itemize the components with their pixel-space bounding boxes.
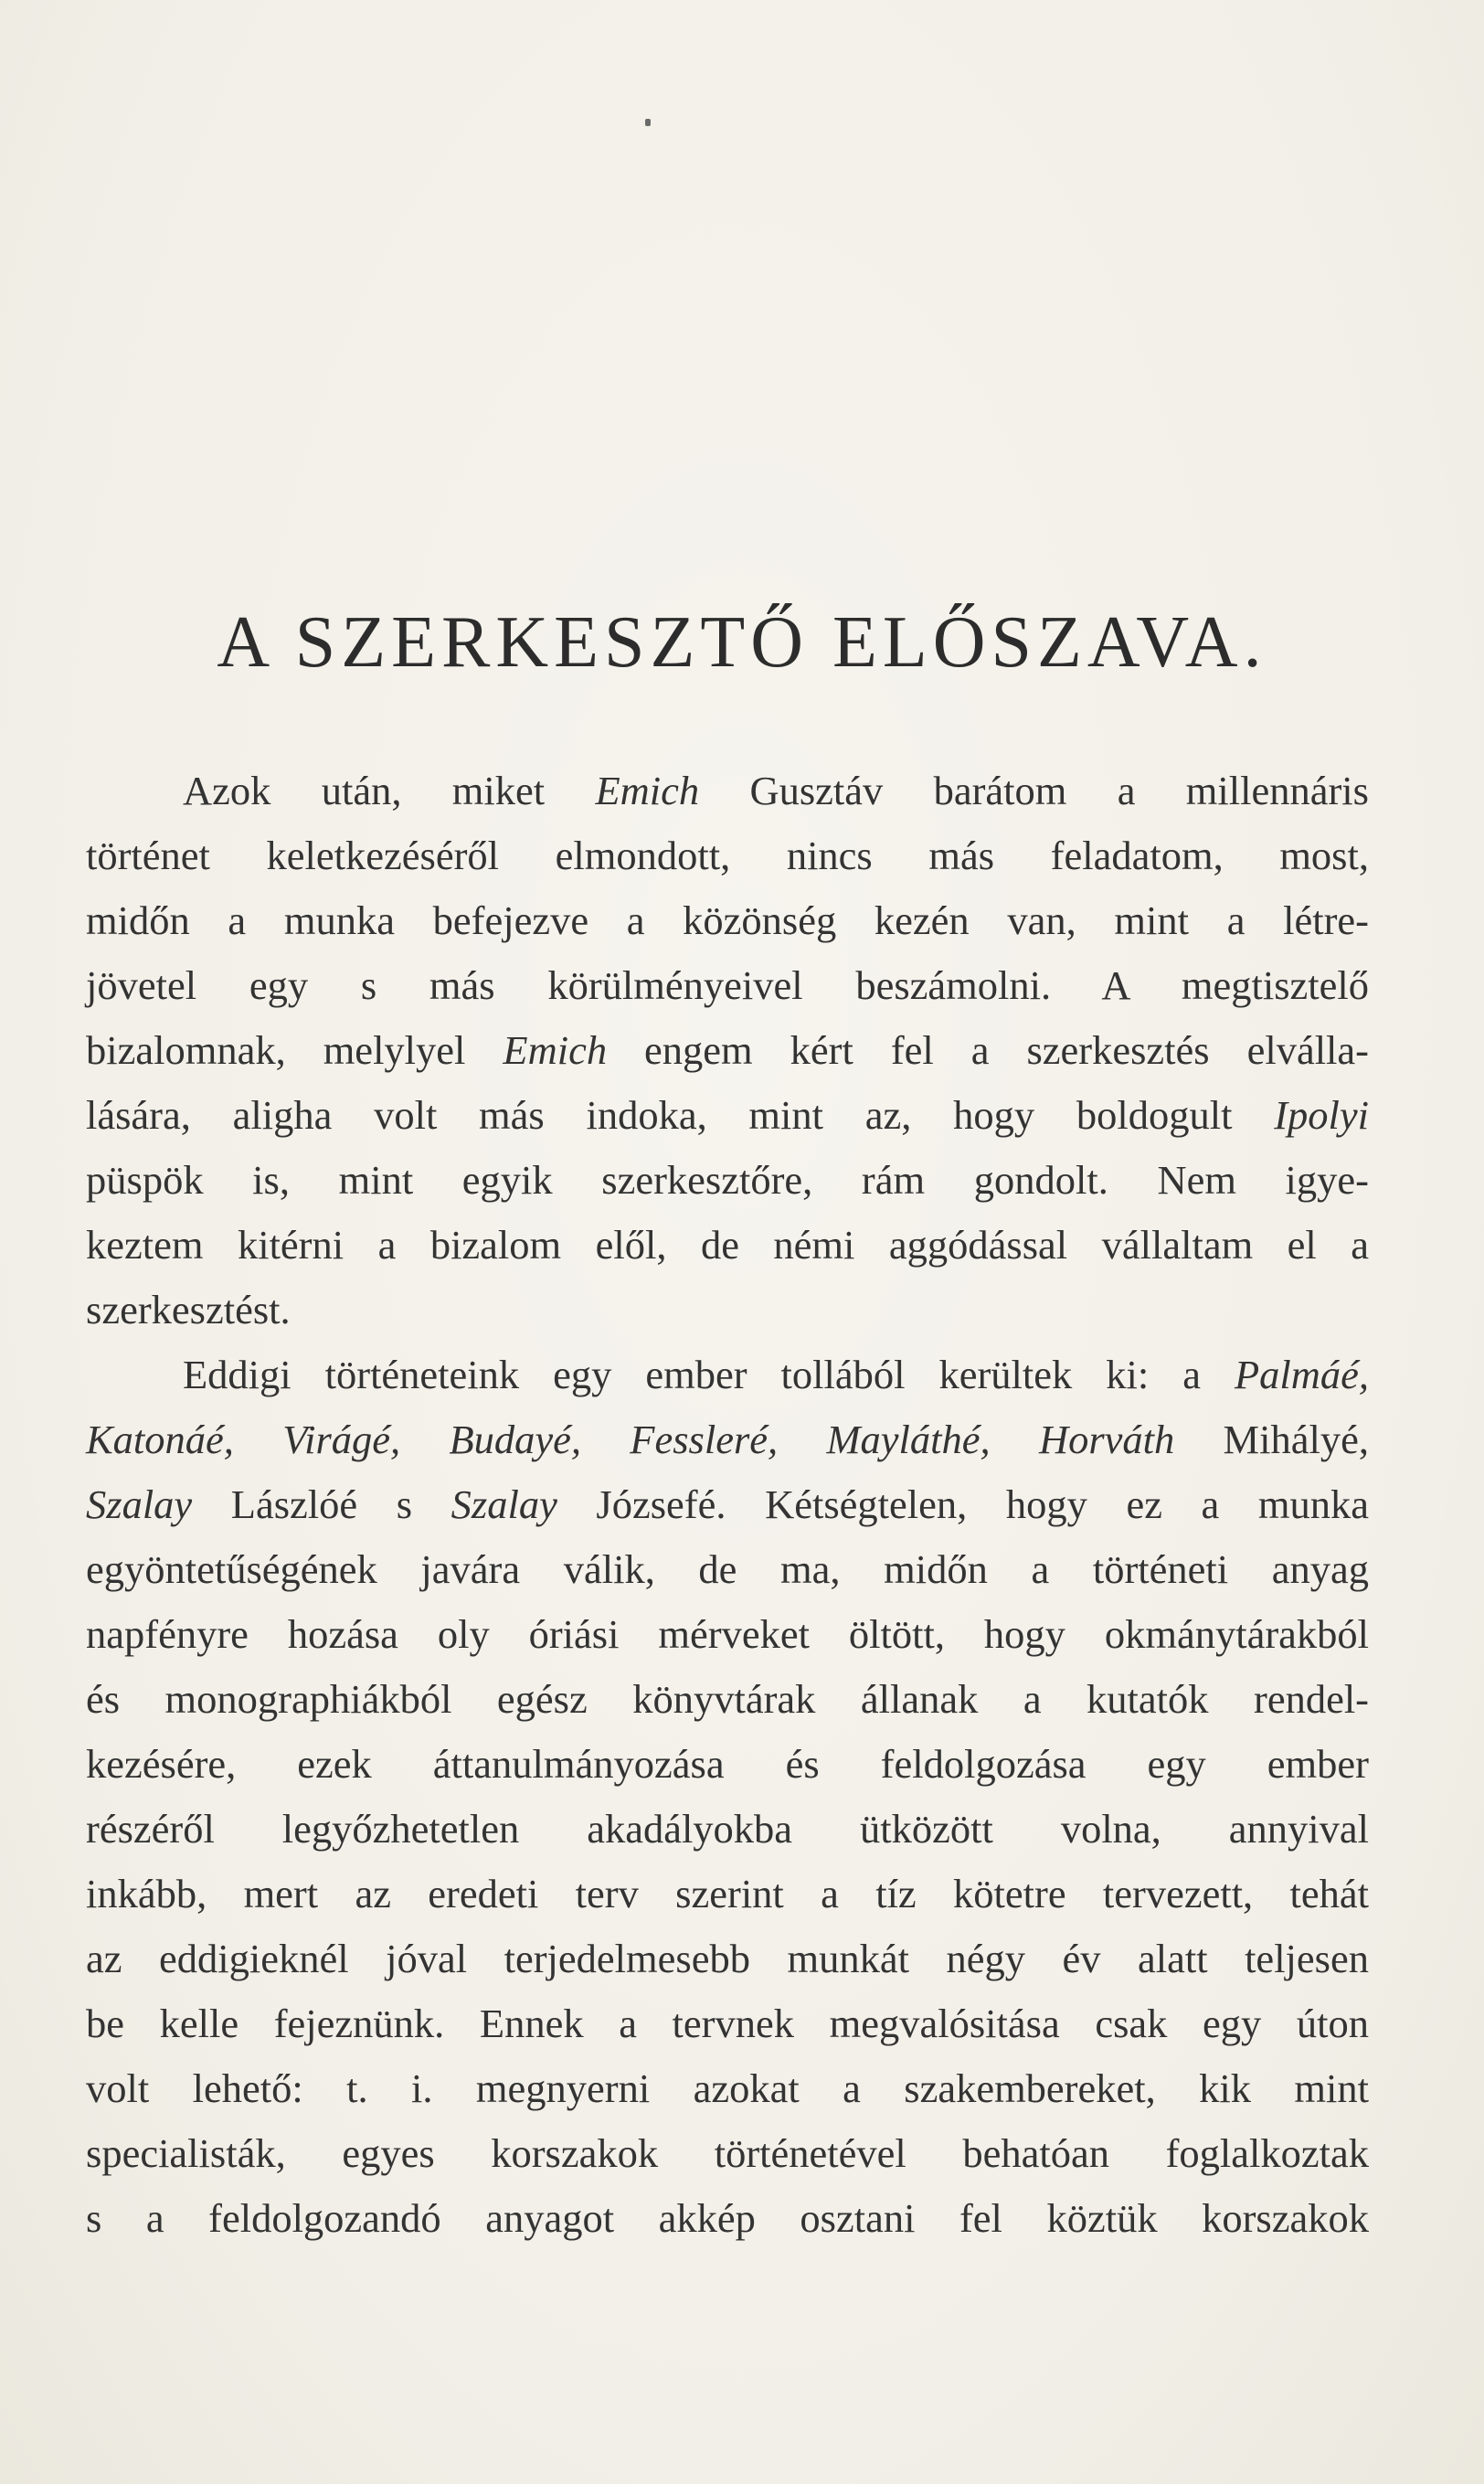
text-line — [86, 888, 1369, 953]
text-line — [86, 1148, 1369, 1213]
italic-name: Katonáé, Virágé, Budayé, Fessleré, Mayláthé, Horváth — [86, 1417, 1175, 1462]
text-line — [86, 1018, 1369, 1083]
text-line — [86, 1278, 1369, 1343]
text-line — [86, 1407, 1369, 1472]
text-segment: szerkesztést. — [86, 1287, 291, 1332]
text-line — [86, 953, 1369, 1018]
text-segment: midőn a munka befejezve a közönség kezén van, mint a létre- — [86, 897, 1369, 943]
text-line — [86, 759, 1369, 823]
text-line — [86, 2121, 1369, 2186]
preface-text — [86, 759, 1369, 2251]
text-segment: Azok után, miket — [183, 768, 596, 813]
text-segment: keztem kitérni a bizalom elől, de némi aggódással vállaltam el a — [86, 1222, 1369, 1268]
text-line — [86, 1991, 1369, 2056]
text-segment: kezésére, ezek áttanulmányozása és feldolgozása egy ember — [86, 1741, 1369, 1787]
text-segment: Mihályé, — [1174, 1417, 1369, 1462]
text-line — [86, 1602, 1369, 1667]
text-segment: be kelle fejeznünk. Ennek a tervnek megvalósitása csak egy úton — [86, 2001, 1369, 2046]
text-segment: Józsefé. Kétségtelen, hogy ez a munka — [556, 1481, 1369, 1527]
text-segment: Gusztáv barátom a millennáris — [699, 768, 1369, 813]
italic-name: Emich — [503, 1027, 608, 1073]
italic-name: Palmáé, — [1234, 1352, 1369, 1397]
text-line — [86, 1213, 1369, 1278]
text-segment: Eddigi történeteink egy ember tollából kerültek ki: a — [183, 1352, 1235, 1397]
text-segment: s a feldolgozandó anyagot akkép osztani fel köztük korszakok — [86, 2195, 1369, 2241]
text-segment: napfényre hozása oly óriási mérveket öltött, hogy okmánytárakból — [86, 1611, 1369, 1657]
text-segment: Lászlóé s — [192, 1481, 451, 1527]
text-segment: engem kért fel a szerkesztés elválla- — [607, 1027, 1369, 1073]
italic-name: Emich — [595, 768, 700, 813]
text-segment: volt lehető: t. i. megnyerni azokat a szakembereket, kik mint — [86, 2065, 1369, 2111]
text-line — [86, 2056, 1369, 2121]
text-line — [86, 1343, 1369, 1407]
text-line — [86, 1797, 1369, 1862]
text-segment: és monographiákból egész könyvtárak állanak a kutatók rendel- — [86, 1676, 1369, 1722]
page-title: A SZERKESZTŐ ELŐSZAVA. — [217, 602, 1267, 683]
text-segment: lására, aligha volt más indoka, mint az, hogy boldogult — [86, 1092, 1275, 1138]
text-line — [86, 1667, 1369, 1732]
text-line — [86, 1472, 1369, 1537]
text-line — [86, 1862, 1369, 1927]
text-line — [86, 823, 1369, 888]
text-line — [86, 2186, 1369, 2251]
text-segment: az eddigieknél jóval terjedelmesebb munkát négy év alatt teljesen — [86, 1936, 1369, 1981]
italic-name: Szalay — [450, 1481, 557, 1527]
text-segment: specialisták, egyes korszakok történetével behatóan foglalkoztak — [86, 2130, 1369, 2176]
text-segment: bizalomnak, melylyel — [86, 1027, 504, 1073]
italic-name: Szalay — [86, 1481, 193, 1527]
text-line — [86, 1927, 1369, 1991]
text-line — [86, 1732, 1369, 1797]
text-segment: történet keletkezéséről elmondott, nincs más feladatom, most, — [86, 833, 1369, 878]
text-line — [86, 1537, 1369, 1602]
text-segment: inkább, mert az eredeti terv szerint a tíz kötetre tervezett, tehát — [86, 1871, 1369, 1916]
ink-speck — [645, 119, 651, 126]
text-line — [86, 1083, 1369, 1148]
italic-name: Ipolyi — [1274, 1092, 1369, 1138]
text-segment: egyöntetűségének javára válik, de ma, midőn a történeti anyag — [86, 1546, 1369, 1592]
text-segment: jövetel egy s más körülményeivel beszámolni. A megtisztelő — [86, 962, 1369, 1008]
text-segment: részéről legyőzhetetlen akadályokba ütközött volna, annyival — [86, 1806, 1369, 1852]
text-segment: püspök is, mint egyik szerkesztőre, rám gondolt. Nem igye- — [86, 1157, 1369, 1203]
